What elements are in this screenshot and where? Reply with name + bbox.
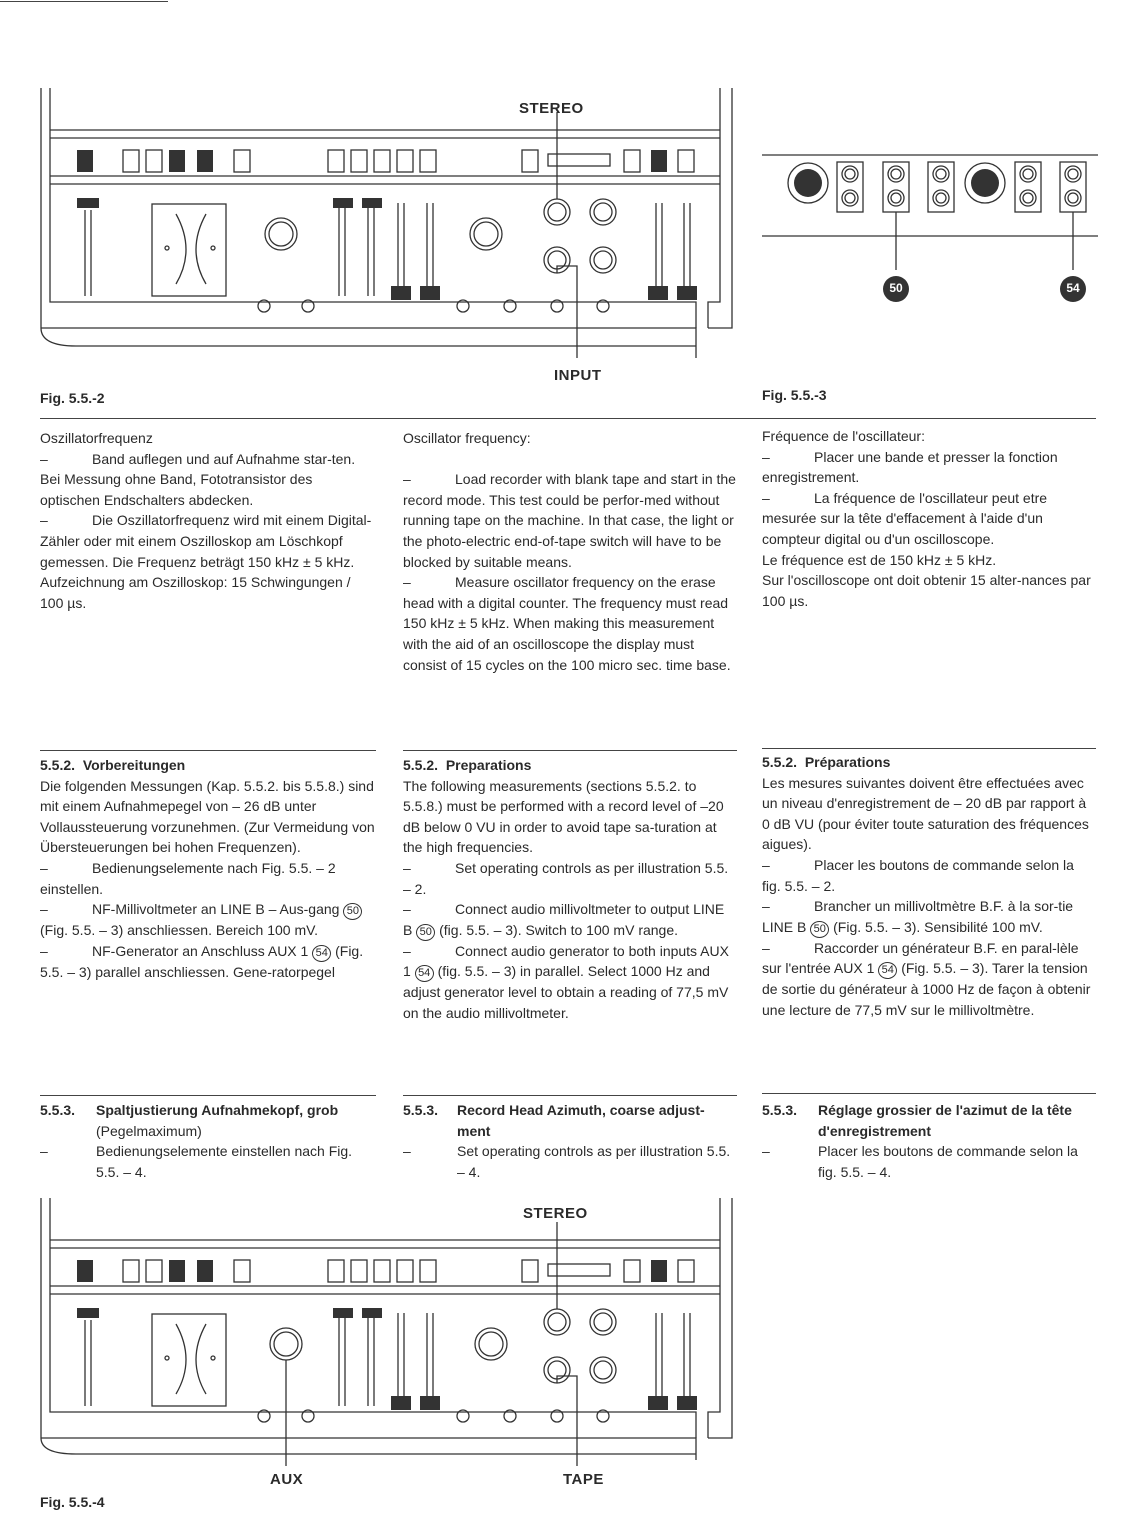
azimuth-title-fr: Réglage grossier de l'azimut de la tête d'enregistrement <box>818 1102 1072 1139</box>
prep-b2-cont-de: (Fig. 5.5. – 3) anschliessen. Bereich 100 mV. <box>40 922 319 939</box>
prep-column-de: 5.5.2. Vorbereitungen Die folgenden Messungen (Kap. 5.5.2. bis 5.5.8.) sind mit einem Aufnahmepegel von – 26 dB unter Vollaussteuerung vorzunehmen. (Zur Vermeidung von Übersteuerungen bei hohen Frequenzen). – Bedienungselemente nach Fig. 5.5. – 2 einstellen. – NF-Millivoltmeter an LINE B – Aus-gang 50 (Fig. 5.5. – 3) anschliessen. Bereich 100 mV. – NF-Generator an Anschluss AUX 1 54 (Fig. 5.5. – 3) parallel anschliessen. Gene-ratorpegel <box>40 757 375 980</box>
azimuth-b1-fr: Placer les boutons de commande selon la fig. 5.5. – 4. <box>818 1143 1078 1180</box>
azimuth-title-en: Record Head Azimuth, coarse adjust-ment <box>457 1102 705 1139</box>
azimuth-column-en: 5.5.3. Record Head Azimuth, coarse adjust-ment – Set operating controls as per illustration 5.5. – 4. <box>403 1100 737 1182</box>
stereo-callout-fig4: STEREO <box>523 1205 588 1222</box>
ref-54-en: 54 <box>415 965 434 982</box>
prep-title-fr: Préparations <box>804 754 891 770</box>
azimuth-title-de: Spaltjustierung Aufnahmekopf, grob <box>96 1102 339 1118</box>
section-rule-552-en <box>403 750 737 751</box>
osc-column-en: Oscillator frequency: – Load recorder with blank tape and start in the record mode. This test could be perfor-med without running tape on the machine. In that case, the light or the photo-electric end-of-tape switch will have to be blocked by suitable means. – Measure oscillator frequency on the erase head with a digital counter. The frequency must read 150 kHz ± 5 kHz. When making this measurement with the aid of an oscilloscope the display must consist of 15 cycles on the 100 micro sec. time base. <box>403 430 736 673</box>
prep-b3-en: Connect audio generator to both inputs AUX 1 <box>403 942 729 980</box>
prep-b1-de: Bedienungselemente nach Fig. 5.5. – 2 einstellen. <box>40 859 336 897</box>
osc-p2-fr: La fréquence de l'oscillateur peut etre mesurée sur la tête d'effacement à l'aide d'un compteur digital ou d'un oscilloscope. <box>762 489 1048 547</box>
section-rule-553-de <box>40 1095 376 1096</box>
osc-p1-de: Band auflegen und auf Aufnahme star-ten. Bei Messung ohne Band, Fototransistor des optischen Endschalters abdecken. <box>40 450 356 508</box>
ref-50-en: 50 <box>416 924 435 941</box>
osc-title-fr: Fréquence de l'oscillateur: <box>762 428 925 444</box>
stereo-callout: STEREO <box>519 100 584 117</box>
prep-b3-de: NF-Generator an Anschluss AUX 1 <box>92 942 309 959</box>
prep-title-de: Vorbereitungen <box>82 757 186 773</box>
section-rule-553-fr <box>762 1093 1096 1094</box>
prep-column-en: 5.5.2. Preparations The following measurements (sections 5.5.2. to 5.5.8.) must be performed with a record level of –20 dB below 0 VU in order to avoid tape sa-turation at the high frequencies. – Set operating controls as per illustration 5.5. – 2. – Connect audio millivoltmeter to output LINE B 50 (fig. 5.5. – 3). Switch to 100 mV range. – Connect audio generator to both inputs AUX 1 54 (fig. 5.5. – 3) in parallel. Select 1000 Hz and adjust generator level to obtain a reading of 77,5 mV on the audio millivoltmeter. <box>403 755 737 1024</box>
rear-connectors-fig3 <box>760 150 1105 310</box>
azimuth-column-de: 5.5.3. Spaltjustierung Aufnahmekopf, grob (Pegelmaximum) – Bedienungselemente einstellen nach Fig. 5.5. – 4. <box>40 1100 376 1182</box>
prep-b2-en: Connect audio millivoltmeter to output LINE B <box>403 901 725 938</box>
osc-column-fr: Fréquence de l'oscillateur: – Placer une bande et presser la fonction enregistrement. – La fréquence de l'oscillateur peut etre mesurée sur la tête d'effacement à l'aide d'un compteur digital ou d'un oscilloscope. Le fréquence est de 150 kHz ± 5 kHz. Sur l'oscilloscope ont doit obtenir 15 alter-nances par 100 µs. <box>762 426 1096 611</box>
prep-b2-cont-en: (fig. 5.5. – 3). Switch to 100 mV range. <box>439 921 679 938</box>
figure-caption-fig2: Fig. 5.5.-2 <box>40 390 105 406</box>
osc-p1-fr: Placer une bande et presser la fonction enregistrement. <box>762 448 1058 486</box>
prep-b2-de: NF-Millivoltmeter an LINE B – Aus-gang <box>92 901 340 918</box>
osc-p1-en: Load recorder with blank tape and start in the record mode. This test could be perfor-med without running tape on the machine. In that case, the light or the photo-electric end-of-tape switch will have to be blocked by suitable means. <box>403 471 736 570</box>
prep-num-en: 5.5.2. <box>403 757 439 773</box>
azimuth-b1-de: Bedienungselemente einstellen nach Fig. 5.5. – 4. <box>96 1143 353 1180</box>
azimuth-num-fr: 5.5.3. <box>762 1102 798 1118</box>
azimuth-column-fr: 5.5.3. Réglage grossier de l'azimut de la tête d'enregistrement – Placer les boutons de commande selon la fig. 5.5. – 4. <box>762 1100 1096 1182</box>
top-rule <box>0 1 168 2</box>
figure-caption-fig3: Fig. 5.5.-3 <box>762 387 827 403</box>
input-callout: INPUT <box>554 367 602 384</box>
prep-b1-en: Set operating controls as per illustration 5.5. – 2. <box>403 859 729 897</box>
recorder-front-panel-fig2 <box>36 88 736 358</box>
azimuth-num-de: 5.5.3. <box>40 1102 76 1118</box>
osc-p3-fr: Le fréquence est de 150 kHz ± 5 kHz. <box>762 551 997 568</box>
osc-p2-de: Die Oszillatorfrequenz wird mit einem Digital-Zähler oder mit einem Oszilloskop am Löschkopf gemessen. Die Frequenz beträgt 150 kHz ± 5 kHz. Aufzeichnung am Oszilloskop: 15 Schwingungen / 100 µs. <box>40 512 372 611</box>
osc-title-de: Oszillatorfrequenz <box>40 430 153 446</box>
prep-column-fr: 5.5.2. Préparations Les mesures suivantes doivent être effectuées avec un niveau d'enregistrement de – 20 dB par rapport à 0 dB VU (pour éviter toute saturation des fréquences aigues). – Placer les boutons de commande selon la fig. 5.5. – 2. – Brancher un millivoltmètre B.F. à la sor-tie LINE B 50 (Fig. 5.5. – 3). Sensibilité 100 mV. – Raccorder un générateur B.F. en paral-lèle sur l'entrée AUX 1 54 (Fig. 5.5. – 3). Tarer la tension de sortie du générateur à 1000 Hz de façon à obtenir une lecture de 77,5 mV sur le millivoltmètre. <box>762 752 1096 1021</box>
marker-50: 50 <box>889 281 903 295</box>
prep-num-de: 5.5.2. <box>40 757 76 773</box>
osc-p2-en: Measure oscillator frequency on the erase head with a digital counter. The frequency must read 150 kHz ± 5 kHz. When making this measurement with the aid of an oscilloscope the display must consist of 15 cycles on the 100 micro sec. time base. <box>403 574 731 673</box>
ref-54-fr: 54 <box>878 962 897 979</box>
section-rule-553-en <box>403 1095 737 1096</box>
marker-54: 54 <box>1066 281 1080 295</box>
ref-54-de: 54 <box>312 945 331 962</box>
prep-b3-cont-en: (fig. 5.5. – 3) in parallel. Select 1000 Hz and adjust generator level to obtain a reading of 77,5 mV on the audio millivoltmeter. <box>403 963 729 1021</box>
recorder-front-panel-fig4 <box>36 1198 736 1466</box>
osc-column-de: Oszillatorfrequenz – Band auflegen und auf Aufnahme star-ten. Bei Messung ohne Band, Fototransistor des optischen Endschalters abdecken. – Die Oszillatorfrequenz wird mit einem Digital-Zähler oder mit einem Oszilloskop am Löschkopf gemessen. Die Frequenz beträgt 150 kHz ± 5 kHz. Aufzeichnung am Oszilloskop: 15 Schwingungen / 100 µs. <box>40 428 376 613</box>
azimuth-b1-en: Set operating controls as per illustration 5.5. – 4. <box>457 1143 731 1180</box>
ref-50-fr: 50 <box>810 921 829 938</box>
osc-title-en: Oscillator frequency: <box>403 430 531 446</box>
prep-b1-fr: Placer les boutons de commande selon la fig. 5.5. – 2. <box>762 856 1074 894</box>
section-rule-552-de <box>40 750 376 751</box>
section-rule-552-fr <box>762 748 1096 749</box>
prep-b3-fr: Raccorder un générateur B.F. en paral-lèle sur l'entrée AUX 1 <box>762 939 1079 977</box>
prep-b3-cont-fr: (Fig. 5.5. – 3). Tarer la tension de sortie du générateur à 1000 Hz de façon à obtenir une lecture de 77,5 mV sur le millivoltmètre. <box>762 960 1091 1018</box>
prep-intro-fr: Les mesures suivantes doivent être effectuées avec un niveau d'enregistrement de – 20 dB par rapport à 0 dB VU (pour éviter toute saturation des fréquences aigues). <box>762 774 1089 853</box>
ref-50-de: 50 <box>343 903 362 920</box>
prep-title-en: Preparations <box>445 757 532 773</box>
prep-b2-cont-fr: (Fig. 5.5. – 3). Sensibilité 100 mV. <box>833 918 1043 935</box>
prep-b2-fr: Brancher un millivoltmètre B.F. à la sor-tie LINE B <box>762 898 1074 935</box>
azimuth-num-en: 5.5.3. <box>403 1102 439 1118</box>
prep-intro-de: Die folgenden Messungen (Kap. 5.5.2. bis 5.5.8.) sind mit einem Aufnahmepegel von – 26 dB unter Vollaussteuerung vorzunehmen. (Zur Vermeidung von Übersteuerungen bei hohen Frequenzen). <box>40 777 375 856</box>
osc-p4-fr: Sur l'oscilloscope ont doit obtenir 15 alter-nances par 100 µs. <box>762 572 1091 609</box>
prep-intro-en: The following measurements (sections 5.5.2. to 5.5.8.) must be performed with a record level of –20 dB below 0 VU in order to avoid tape sa-turation at the high frequencies. <box>403 777 724 856</box>
tape-callout: TAPE <box>563 1471 604 1488</box>
section-rule-osc <box>40 418 1096 419</box>
aux-callout: AUX <box>270 1471 304 1488</box>
figure-caption-fig4: Fig. 5.5.-4 <box>40 1494 105 1510</box>
prep-b3-cont-de: (Fig. 5.5. – 3) parallel anschliessen. Gene-ratorpegel <box>40 942 364 980</box>
prep-num-fr: 5.5.2. <box>762 754 798 770</box>
azimuth-sub-de: (Pegelmaximum) <box>96 1122 202 1139</box>
